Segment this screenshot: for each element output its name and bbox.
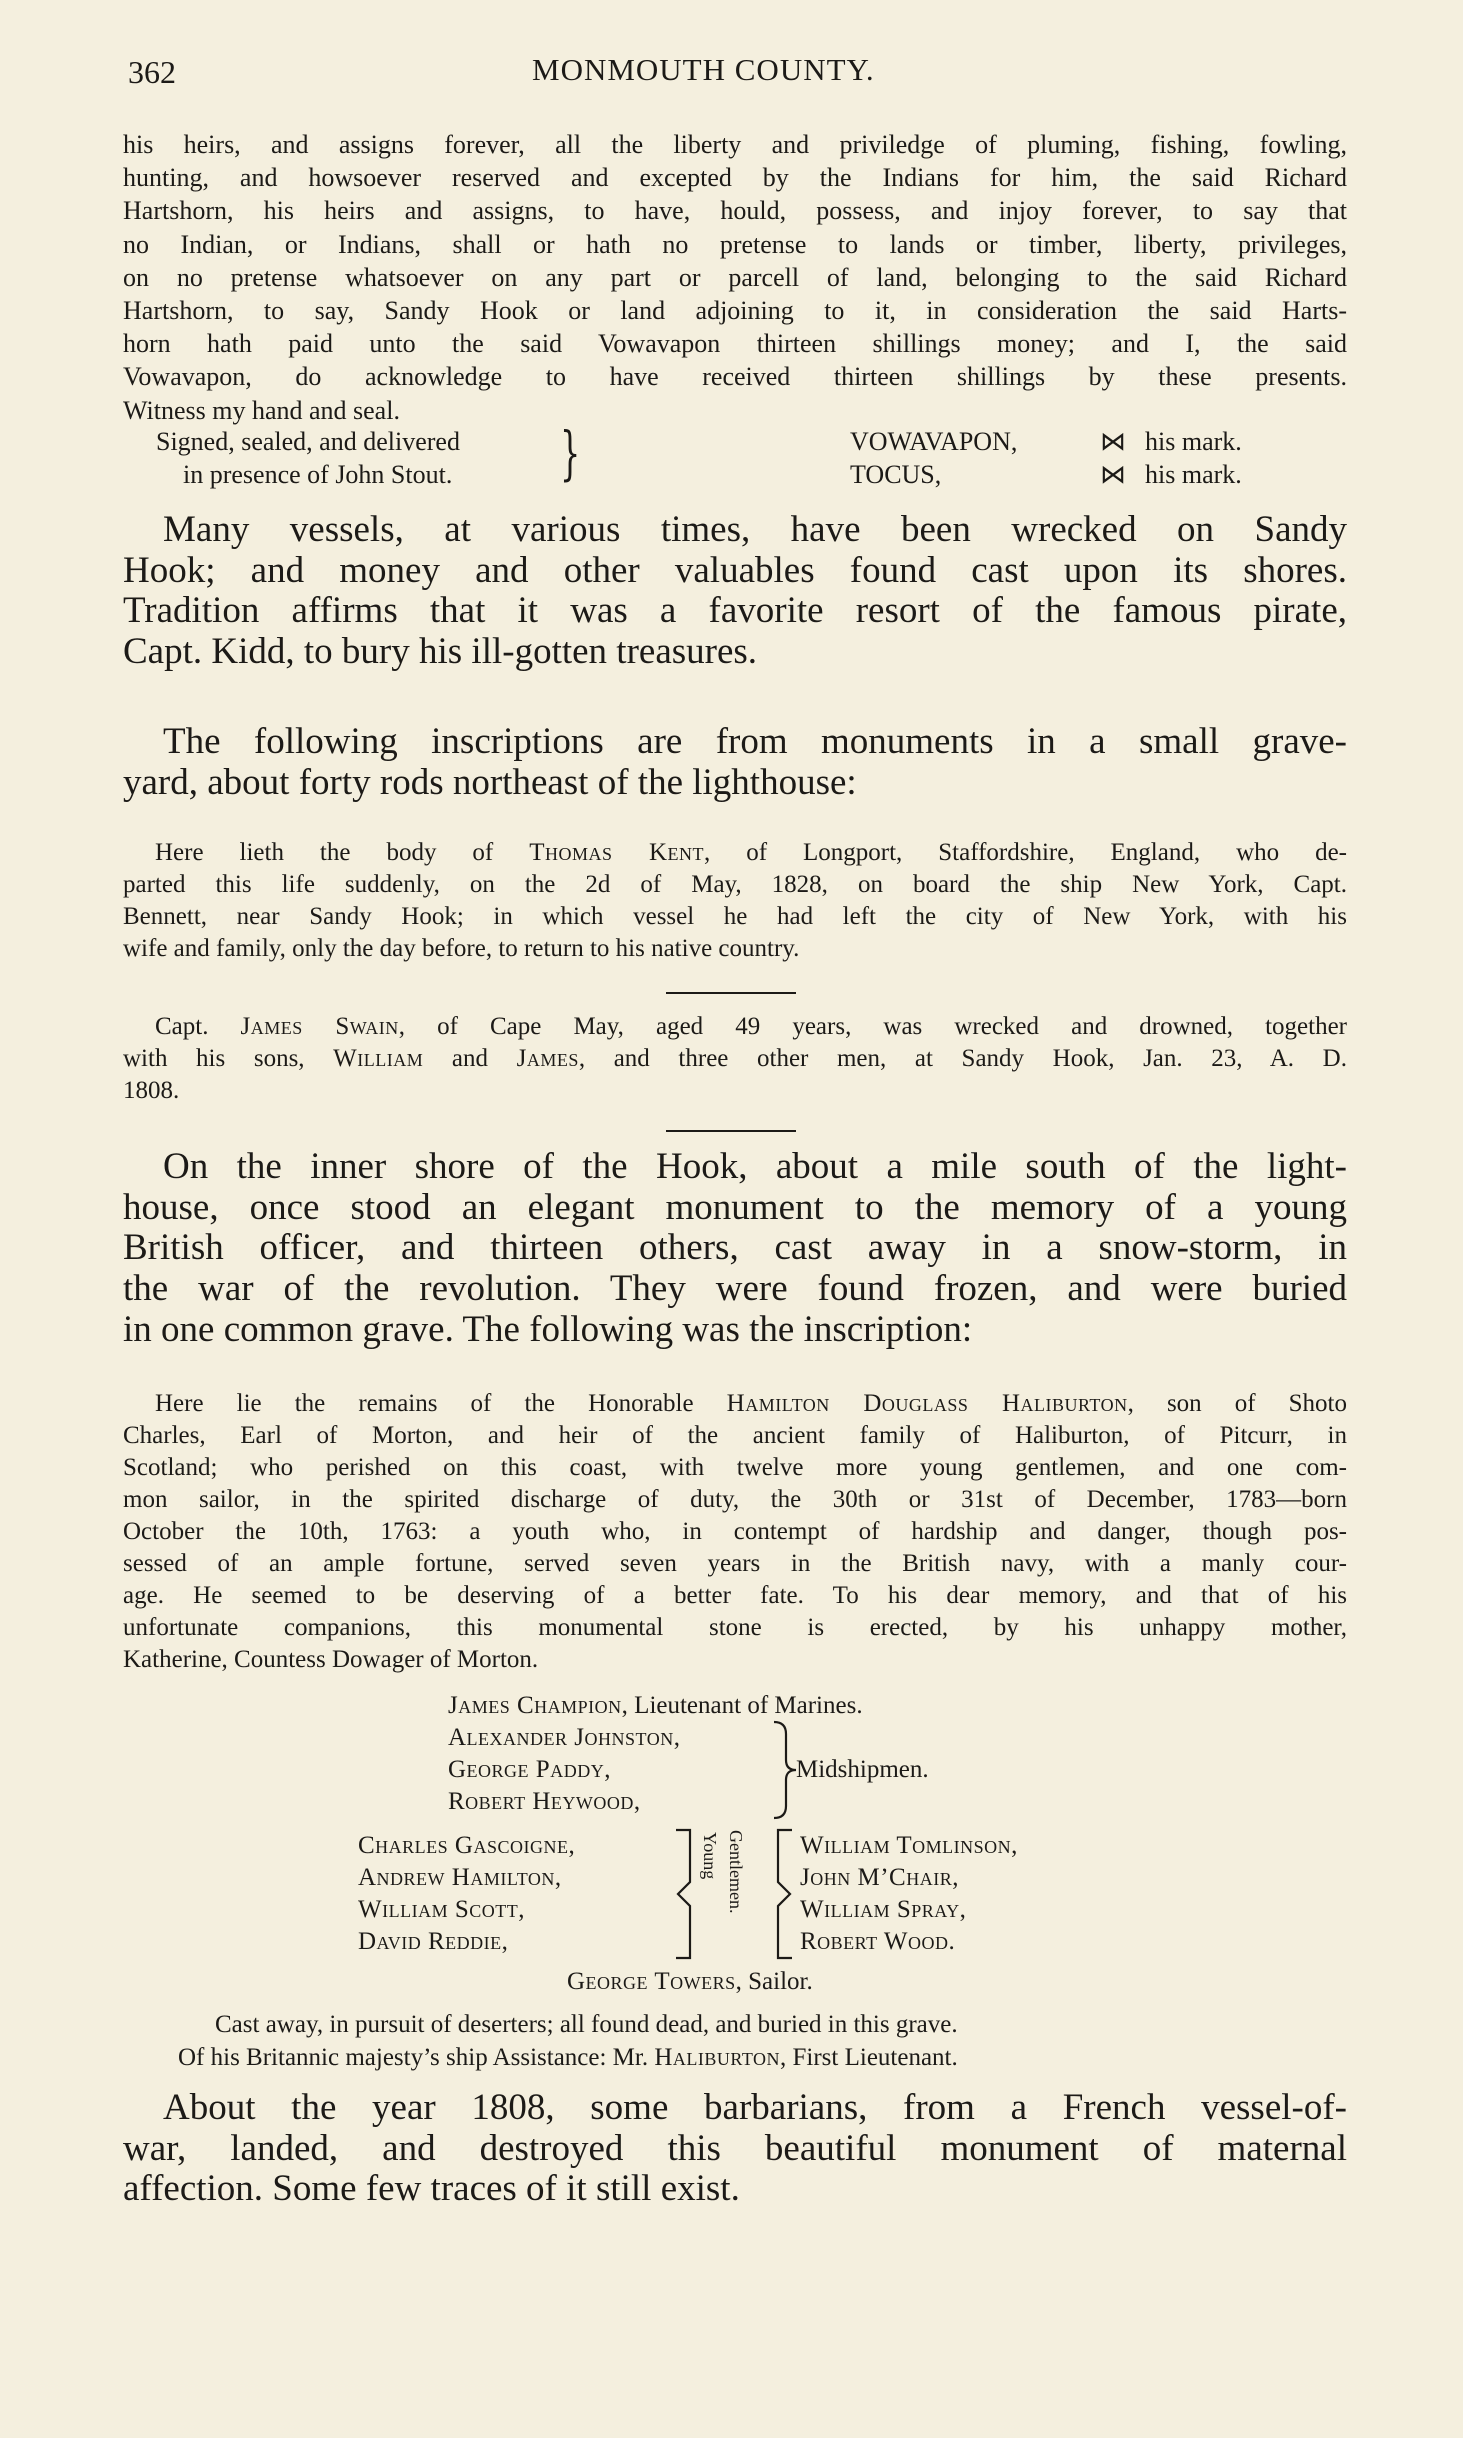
midshipman-name: Robert Heywood, [448, 1788, 641, 1815]
witness-line: Witness my hand and seal. [123, 395, 400, 425]
inscription-kent [123, 837, 1347, 965]
paragraph-vessels [123, 510, 1347, 673]
text-line: 1808. [123, 1077, 180, 1104]
text-line: mon sailor, in the spirited discharge of duty, the 30th or 31st of December, 1783—born [123, 1486, 1347, 1513]
gentleman-name: William Scott, [358, 1896, 525, 1923]
divider-rule [666, 992, 796, 994]
text-line: the war of the revolution. They were found frozen, and were buried [123, 1268, 1347, 1310]
text-line: parted this life suddenly, on the 2d of May, 1828, on board the ship New York, Capt. [123, 871, 1347, 898]
text-line: yard, about forty rods northeast of the lighthouse: [123, 761, 857, 803]
vertical-label-young: Young [700, 1832, 720, 1880]
text-line: house, once stood an elegant monument to the memory of a young [123, 1186, 1347, 1228]
text-line: Tradition affirms that it was a favorite resort of the famous pirate, [123, 590, 1347, 632]
text-line: unfortunate companions, this monumental stone is erected, by his unhappy mother, [123, 1614, 1347, 1641]
text-line: horn hath paid unto the said Vowavapon thirteen shillings money; and I, the said [123, 329, 1347, 359]
text-line: his heirs, and assigns forever, all the liberty and priviledge of pluming, fishing, fowling, [123, 130, 1347, 159]
gentleman-name: William Spray, [800, 1896, 967, 1923]
crew-champion: James Champion, Lieutenant of Marines. [448, 1692, 863, 1719]
text-line: on no pretense whatsoever on any part or parcell of land, belonging to the said Richard [123, 262, 1347, 292]
mark-icon: ⋈ [1100, 460, 1126, 489]
gentleman-name: William Tomlinson, [800, 1832, 1018, 1859]
mark-label: his mark. [1145, 460, 1242, 489]
text-line: Hook; and money and other valuables found cast upon its shores. [123, 549, 1347, 591]
text-line: wife and family, only the day before, to return to his native country. [123, 935, 800, 962]
paragraph-inscriptions [123, 722, 1347, 803]
midshipmen-label: Midshipmen. [796, 1756, 929, 1783]
mark-icon: ⋈ [1100, 427, 1126, 456]
page-number: 362 [128, 54, 176, 90]
signature-brace: } [560, 419, 581, 487]
signature-vowavapon: VOWAVAPON, [850, 427, 1018, 456]
text-line: Katherine, Countess Dowager of Morton. [123, 1646, 539, 1673]
midshipman-name: George Paddy, [448, 1756, 611, 1783]
text-line: with his sons, William and James, and three other men, at Sandy Hook, Jan. 23, A. D. [123, 1045, 1347, 1072]
person-name: Hamilton Douglass Haliburton [726, 1390, 1128, 1417]
signed-line-2: in presence of John Stout. [183, 460, 453, 489]
text-line: October the 10th, 1763: a youth who, in contempt of hardship and danger, though pos- [123, 1518, 1347, 1545]
inscription-swain [123, 1011, 1347, 1107]
text-line: On the inner shore of the Hook, about a mile south of the light- [163, 1146, 1347, 1187]
signed-line-1: Signed, sealed, and delivered [156, 427, 460, 456]
paragraph-1808 [123, 2088, 1347, 2210]
person-name: William [333, 1045, 424, 1072]
text-line: Here lieth the body of Thomas Kent, of Longport, Staffordshire, England, who de- [155, 839, 1348, 866]
person-name: James [516, 1045, 579, 1072]
gentleman-name: John M’Chair, [800, 1864, 959, 1891]
paragraph-hook [123, 1147, 1347, 1351]
text-line: in one common grave. The following was the inscription: [123, 1308, 973, 1350]
text-line: Bennett, near Sandy Hook; in which vessel he had left the city of New York, with his [123, 903, 1347, 930]
text-line: Here lie the remains of the Honorable Hamilton Douglass Haliburton, son of Shoto [155, 1390, 1347, 1417]
text-line: affection. Some few traces of it still exist. [123, 2168, 740, 2210]
person-name: George Towers [567, 1968, 736, 1995]
gentleman-name: Charles Gascoigne, [358, 1832, 576, 1859]
gentleman-name: Robert Wood. [800, 1928, 956, 1955]
gentleman-name: David Reddie, [358, 1928, 509, 1955]
text-line: The following inscriptions are from monuments in a small grave- [163, 721, 1347, 762]
person-name: Haliburton [654, 2044, 780, 2071]
text-line: Hartshorn, his heirs and assigns, to have, hould, possess, and injoy forever, to say that [123, 196, 1347, 226]
left-column-brace [672, 1826, 698, 1962]
text-line: Capt. Kidd, to bury his ill-gotten treasures. [123, 631, 758, 673]
text-line: Vowavapon, do acknowledge to have received thirteen shillings by these presents. [123, 362, 1347, 392]
inscription-haliburton [123, 1388, 1347, 1676]
mark-label: his mark. [1145, 427, 1242, 456]
person-name: Thomas Kent [529, 839, 704, 866]
crew-sailor: George Towers, Sailor. [567, 1968, 813, 1995]
midshipman-name: Alexander Johnston, [448, 1724, 681, 1751]
text-line: hunting, and howsoever reserved and excepted by the Indians for him, the said Richard [123, 163, 1347, 193]
signature-tocus: TOCUS, [850, 460, 942, 489]
text-line: Charles, Earl of Morton, and heir of the ancient family of Haliburton, of Pitcurr, in [123, 1422, 1347, 1449]
right-column-brace [770, 1826, 796, 1962]
person-name: James Swain [240, 1013, 399, 1040]
text-line: sessed of an ample fortune, served seven years in the British navy, with a manly cour- [123, 1550, 1347, 1577]
ship-line: Of his Britannic majesty’s ship Assistance: Mr. Haliburton, First Lieutenant. [178, 2044, 958, 2071]
text-line: Scotland; who perished on this coast, with twelve more young gentlemen, and one com- [123, 1454, 1347, 1481]
cast-away-line: Cast away, in pursuit of deserters; all found dead, and buried in this grave. [215, 2011, 958, 2038]
person-name: James Champion [448, 1692, 622, 1719]
text-line: age. He seemed to be deserving of a better fate. To his dear memory, and that of his [123, 1582, 1347, 1609]
text-line: Hartshorn, to say, Sandy Hook or land adjoining to it, in consideration the said Harts- [123, 296, 1347, 326]
text-line: no Indian, or Indians, shall or hath no pretense to lands or timber, liberty, privileges, [123, 229, 1347, 259]
text-line: war, landed, and destroyed this beautiful monument of maternal [123, 2127, 1347, 2169]
text-line: About the year 1808, some barbarians, from a French vessel-of- [163, 2087, 1347, 2128]
deed-text [123, 128, 1347, 427]
vertical-label-gentlemen: Gentlemen. [726, 1830, 746, 1914]
running-title: MONMOUTH COUNTY. [532, 52, 875, 87]
gentleman-name: Andrew Hamilton, [358, 1864, 562, 1891]
text-line: British officer, and thirteen others, cast away in a snow-storm, in [123, 1227, 1347, 1269]
text-line: Many vessels, at various times, have been wrecked on Sandy [163, 509, 1347, 550]
divider-rule [666, 1130, 796, 1132]
text-line: Capt. James Swain, of Cape May, aged 49 years, was wrecked and drowned, together [155, 1013, 1347, 1040]
